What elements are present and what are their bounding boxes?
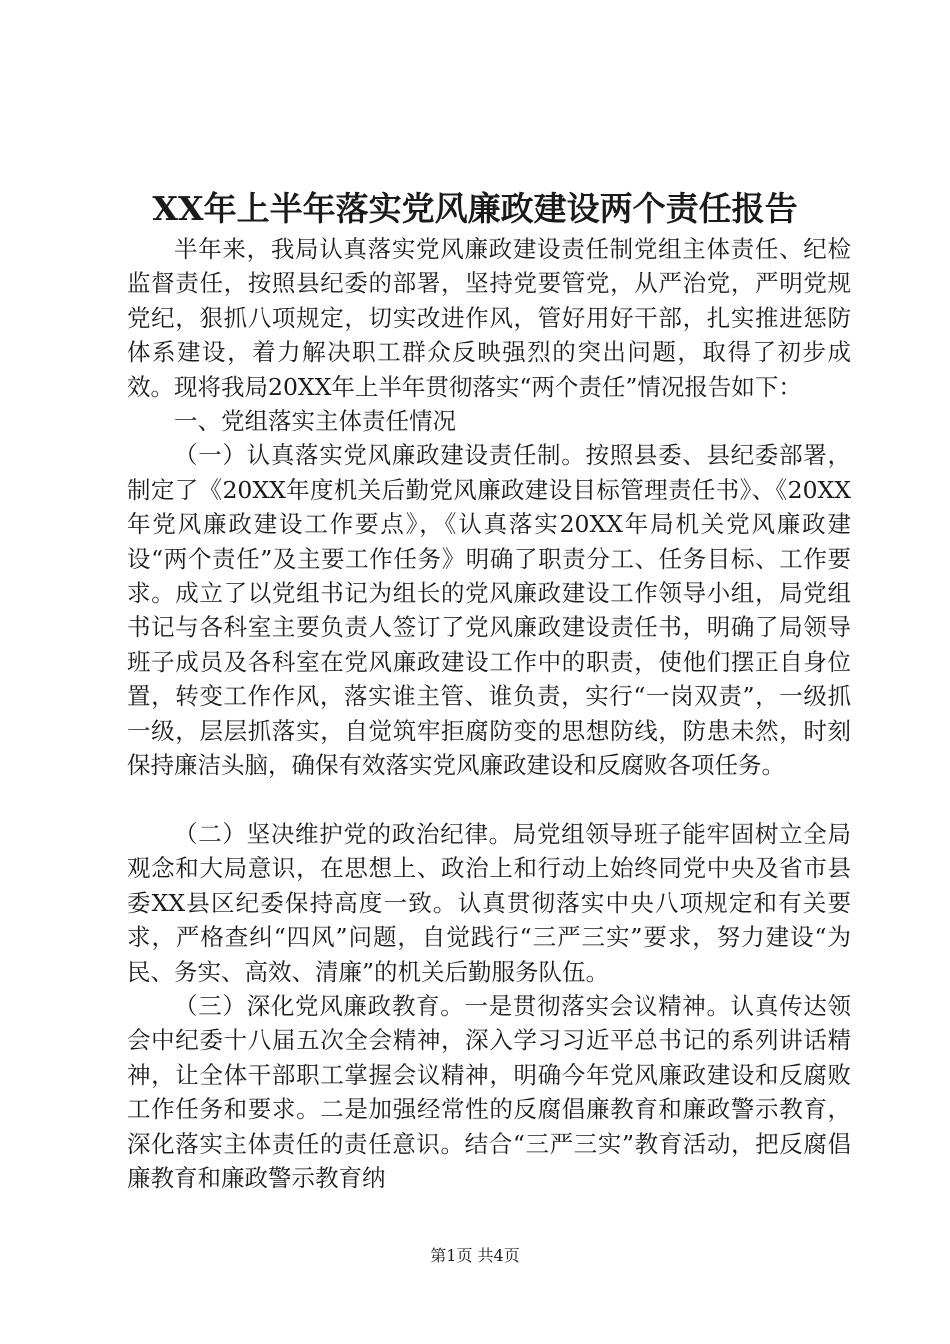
paragraph-spacer [127, 783, 851, 817]
intro-paragraph: 半年来，我局认真落实党风廉政建设责任制党组主体责任、纪检监督责任，按照县纪委的部署，坚持党要管党，从严治党，严明党规党纪，狠抓八项规定，切实改进作风，管好用好干部，扎实推进惩防体系建设，着力解决职工群众反映强烈的突出问题，取得了初步成效。现将我局20XX年上半年贯彻落实“两个责任”情况报告如下： [127, 235, 851, 401]
paragraph-item-2: （二）坚决维护党的政治纪律。局党组领导班子能牢固树立全局观念和大局意识，在思想上、政治上和行动上始终同党中央及省市县委XX县区纪委保持高度一致。认真贯彻落实中央八项规定和有关要求，严格查纠“四风”问题，自觉践行“三严三实”要求，努力建设“为民、务实、高效、清廉”的机关后勤服务队伍。 [127, 819, 851, 986]
document-title: XX年上半年落实党风廉政建设两个责任报告 [152, 189, 798, 228]
section-heading-1: 一、党组落实主体责任情况 [174, 407, 456, 436]
paragraph-item-3: （三）深化党风廉政教育。一是贯彻落实会议精神。认真传达领会中纪委十八届五次全会精神，深入学习习近平总书记的系列讲话精神，让全体干部职工掌握会议精神，明确今年党风廉政建设和反腐败工作任务和要求。二是加强经常性的反腐倡廉教育和廉政警示教育，深化落实主体责任的责任意识。结合“三严三实”教育活动，把反腐倡廉教育和廉政警示教育纳 [127, 991, 851, 1192]
page-number-footer: 第1页 共4页 [430, 1246, 520, 1265]
document-body [127, 232, 851, 1195]
paragraph-item-1: （一）认真落实党风廉政建设责任制。按照县委、县纪委部署，制定了《20XX年度机关后勤党风廉政建设目标管理责任书》、《20XX年党风廉政建设工作要点》，《认真落实20XX年局机关党风廉政建设“两个责任”及主要工作任务》明确了职责分工、任务目标、工作要求。成立了以党组书记为组长的党风廉政建设工作领导小组，局党组书记与各科室主要负责人签订了党风廉政建设责任书，明确了局领导班子成员及各科室在党风廉政建设工作中的职责，使他们摆正自身位置，转变工作作风，落实谁主管、谁负责，实行“一岗双责”，一级抓一级，层层抓落实，自觉筑牢拒腐防变的思想防线，防患未然，时刻保持廉洁头脑，确保有效落实党风廉政建设和反腐败各项任务。 [127, 441, 851, 780]
